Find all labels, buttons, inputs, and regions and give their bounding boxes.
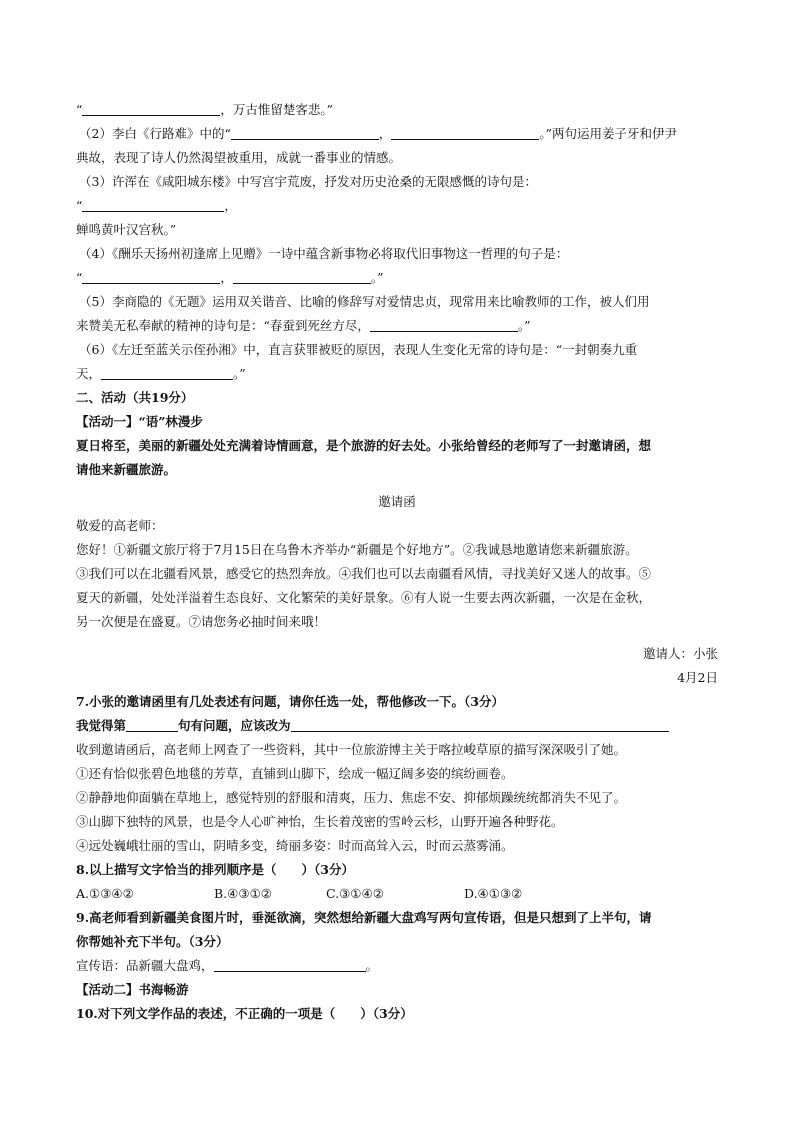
- question-10: 10.对下列文学作品的表述，不正确的一项是（ ）（3分）: [76, 1006, 413, 1021]
- answer-blank[interactable]: [82, 269, 220, 284]
- answer-blank[interactable]: [370, 317, 518, 332]
- answer-blank[interactable]: [126, 717, 178, 732]
- letter-date: 4月2日: [677, 670, 718, 685]
- question-9-line-2: 你帮她补充下半句。（3分）: [76, 934, 229, 949]
- question-8-options: [76, 882, 718, 906]
- poem-line-1: “ ，万古惟留楚客悲。”: [76, 102, 334, 117]
- letter-body-2: ③我们可以在北疆看风景，感受它的热烈奔放。④我们也可以去南疆看风情，寻找美好又迷人的故事。⑤: [76, 566, 652, 581]
- activity-2-title: 【活动二】书海畅游: [76, 982, 189, 997]
- question-9: 9.高老师看到新疆美食图片时，垂涎欲滴，突然想给新疆大盘鸡写两句宣传语，但是只想到了上半句，请: [76, 910, 652, 925]
- answer-blank[interactable]: [82, 197, 224, 212]
- passage-sentence-3: ③山脚下独特的风景，也是令人心旷神怡，生长着茂密的雪岭云杉，山野开遍各种野花。: [76, 814, 564, 829]
- question-5-line-2: 来赞美无私奉献的精神的诗句是：“春蚕到死丝方尽， 。”: [76, 318, 531, 333]
- passage-sentence-2: ②静静地仰面躺在草地上，感觉特别的舒服和清爽，压力、焦虑不安、抑郁烦躁统统都消失不见了。: [76, 790, 627, 805]
- question-3-tail: 蝉鸣黄叶汉宫秋。”: [76, 222, 177, 237]
- answer-blank[interactable]: [291, 717, 669, 732]
- activity-1-title: 【活动一】“语”林漫步: [76, 414, 203, 429]
- question-7-answer-line: 我觉得第 句有问题，应该改为: [76, 714, 718, 738]
- page-content: [76, 98, 718, 1026]
- section-2-title: 二、活动（共19分）: [76, 390, 194, 405]
- question-6-line-2: 天， 。”: [76, 366, 246, 381]
- answer-blank[interactable]: [233, 269, 371, 284]
- option-a[interactable]: A.①③④②: [76, 886, 134, 901]
- letter-signature: 邀请人：小张: [642, 646, 718, 661]
- question-8: 8.以上描写文字恰当的排列顺序是（ ）（3分）: [76, 862, 354, 877]
- letter-body-3: 夏天的新疆，处处洋溢着生态良好、文化繁荣的美好景象。⑥有人说一生要去两次新疆，一次是在金秋，: [76, 590, 652, 605]
- letter-salutation: 敬爱的高老师：: [76, 518, 164, 533]
- option-b[interactable]: B.④③①②: [214, 886, 272, 901]
- question-3: （3）许浑在《咸阳城东楼》中写宫宇荒废，抒发对历史沧桑的无限感慨的诗句是：: [79, 174, 537, 189]
- question-2-line-2: 典故，表现了诗人仍然渴望被重用，成就一番事业的情感。: [76, 150, 402, 165]
- question-7: 7.小张的邀请函里有几处表述有问题，请你任选一处，帮他修改一下。（3分）: [76, 694, 504, 709]
- answer-blank[interactable]: [391, 125, 539, 140]
- question-5: （5）李商隐的《无题》运用双关谐音、比喻的修辞写对爱情忠贞，现常用来比喻教师的工作，被人们用: [79, 294, 650, 309]
- activity-1-intro: 夏日将至，美丽的新疆处处充满着诗情画意，是个旅游的好去处。小张给曾经的老师写了一封邀请函，想: [76, 438, 652, 453]
- letter-body-4: 另一次便是在盛夏。⑦请您务必抽时间来哦！: [76, 614, 327, 629]
- option-d[interactable]: D.④①③②: [464, 886, 523, 901]
- passage-sentence-4: ④远处巍峨壮丽的雪山，阴晴多变，绮丽多姿：时而高耸入云，时而云蒸雾涌。: [76, 838, 514, 853]
- passage-sentence-1: ①还有恰似张碧色地毯的芳草，直铺到山脚下，绘成一幅辽阔多姿的缤纷画卷。: [76, 766, 514, 781]
- answer-blank[interactable]: [101, 365, 233, 380]
- activity-1-intro-2: 请他来新疆旅游。: [76, 462, 177, 477]
- question-2: （2）李白《行路难》中的“ ， 。”两句运用姜子牙和伊尹: [79, 126, 678, 141]
- option-c[interactable]: C.③①④②: [326, 886, 384, 901]
- question-4: （4）《酬乐天扬州初逢席上见赠》一诗中蕴含新事物必将取代旧事物这一哲理的句子是：: [79, 246, 569, 261]
- answer-blank[interactable]: [82, 101, 220, 116]
- answer-blank[interactable]: [231, 125, 379, 140]
- question-6: （6）《左迁至蓝关示侄孙湘》中，直言获罪被贬的原因，表现人生变化无常的诗句是：“一封朝奏九重: [79, 342, 638, 357]
- answer-blank[interactable]: [214, 957, 366, 972]
- letter-title: 邀请函: [378, 494, 416, 509]
- question-9-slogan: 宣传语：品新疆大盘鸡， 。: [76, 958, 379, 973]
- question-3-answer: “ ，: [76, 198, 237, 213]
- question-4-answer: “ ， 。”: [76, 270, 384, 285]
- passage-intro: 收到邀请函后，高老师上网查了一些资料，其中一位旅游博主关于喀拉峻草原的描写深深吸引了她。: [76, 742, 627, 757]
- letter-body-1: 您好！①新疆文旅厅将于7月15日在乌鲁木齐举办“新疆是个好地方”。②我诚恳地邀请您来新疆旅游。: [76, 542, 638, 557]
